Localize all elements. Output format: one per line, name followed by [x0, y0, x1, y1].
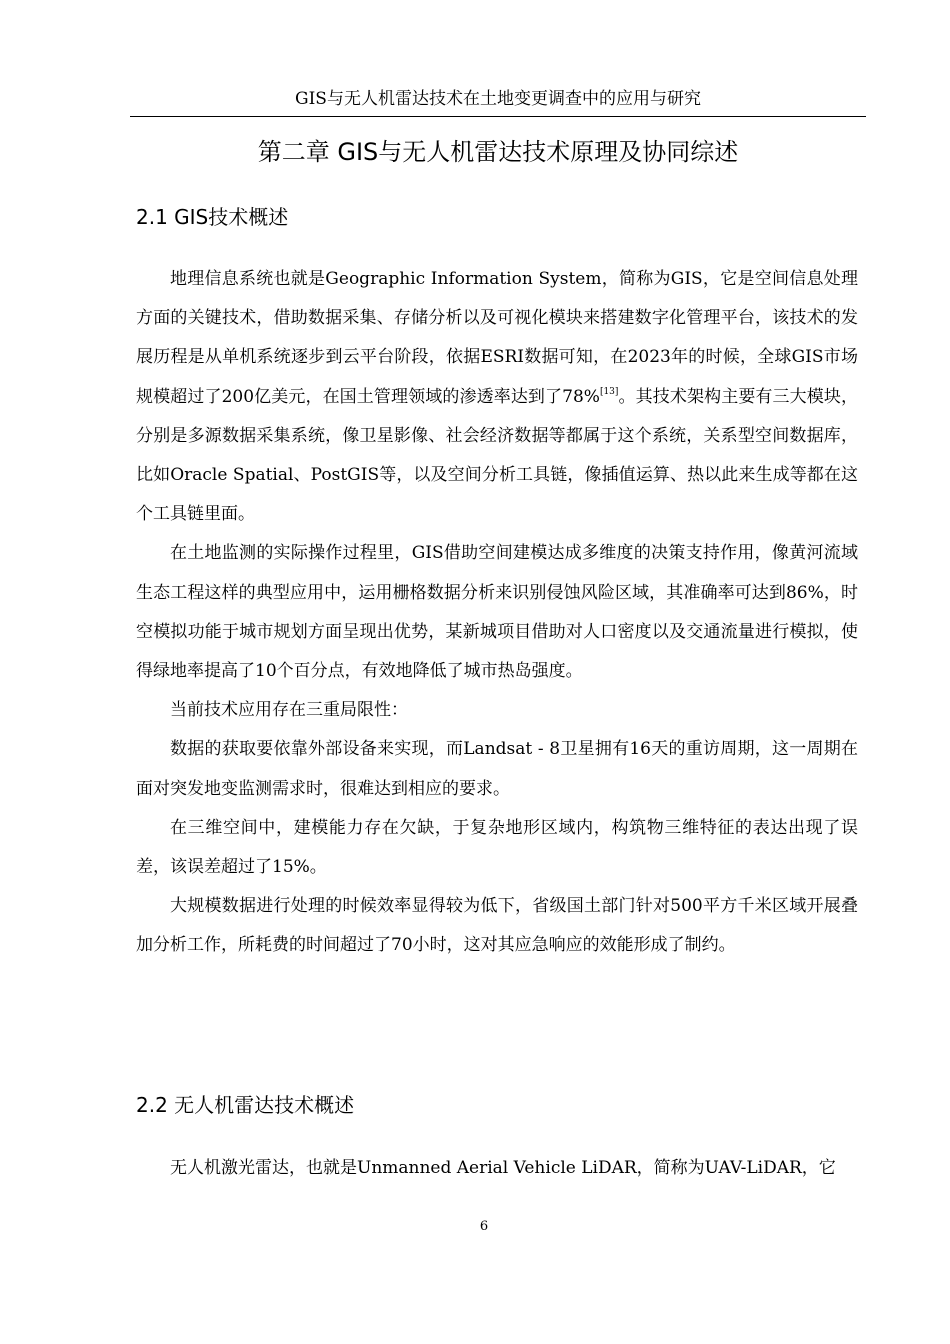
- header-rule: [130, 116, 866, 117]
- paragraph: 当前技术应用存在三重局限性：: [170, 700, 408, 721]
- citation-ref: [13]: [599, 386, 619, 397]
- section-heading-2-2: 2.2 无人机雷达技术概述: [136, 1093, 355, 1117]
- paragraph: 无人机激光雷达，也就是Unmanned Aerial Vehicle LiDAR，简称为UAV-LiDAR，它: [170, 1158, 836, 1178]
- chapter-title: 第二章 GIS与无人机雷达技术原理及协同综述: [257, 138, 739, 166]
- section-heading-2-1: 2.1 GIS技术概述: [136, 205, 289, 229]
- paragraph: 大规模数据进行处理的时候效率显得较为低下，省级国土部门针对500平方千米区域开展叠加分析工作，所耗费的时间超过了70小时，这对其应急响应的效能形成了制约。: [136, 896, 858, 956]
- paragraph: 在土地监测的实际操作过程里，GIS借助空间建模达成多维度的决策支持作用，像黄河流域生态工程这样的典型应用中，运用栅格数据分析来识别侵蚀风险区域，其准确率可达到86%，时空模拟功能于城市规划方面呈现出优势，某新城项目借助对人口密度以及交通流量进行模拟，使得绿地率提高了10个百分点，有效地降低了城市热岛强度。: [136, 543, 858, 682]
- section-2-2-body: [136, 1149, 858, 1188]
- paragraph-text: 地理信息系统也就是Geographic Information System，简称为GIS，它是空间信息处理方面的关键技术，借助数据采集、存储分析以及可视化模块来搭建数字化管理平台，该技术的发展历程是从单机系统逐步到云平台阶段，依据ESRI数据可知，在2023年的时候，全球GIS市场规模超过了200亿美元，在国土管理领域的渗透率达到了78%: [136, 269, 858, 407]
- section-2-1-body: [136, 260, 858, 966]
- paragraph: 在三维空间中，建模能力存在欠缺，于复杂地形区域内，构筑物三维特征的表达出现了误差，该误差超过了15%。: [136, 817, 858, 878]
- running-header: GIS与无人机雷达技术在土地变更调查中的应用与研究: [295, 89, 701, 109]
- paragraph: 数据的获取要依靠外部设备来实现，而Landsat - 8卫星拥有16天的重访周期，这一周期在面对突发地变监测需求时，很难达到相应的要求。: [136, 739, 858, 799]
- page-number: 6: [479, 1219, 489, 1234]
- paragraph: [136, 260, 858, 534]
- paragraph-text: 。其技术架构主要有三大模块，分别是多源数据采集系统，像卫星影像、社会经济数据等都属于这个系统，关系型空间数据库，比如Oracle Spatial、PostGIS等，以及空间分析工具链，像插值运算、热以此来生成等都在这个工具链里面。: [136, 386, 858, 525]
